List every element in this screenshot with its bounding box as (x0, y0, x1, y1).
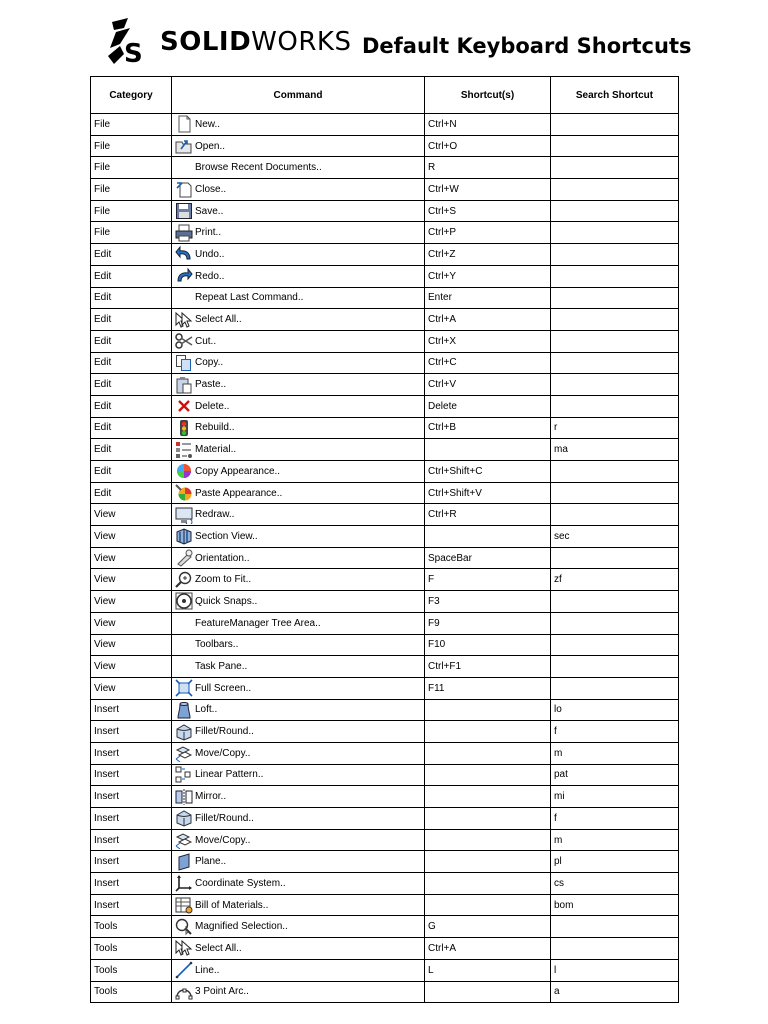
command-cell (172, 612, 425, 634)
table-body (91, 114, 679, 1003)
shortcut-cell: F11 (425, 677, 551, 699)
search-shortcut-cell: ma (551, 439, 679, 461)
category-cell: View (91, 547, 172, 569)
command-cell (172, 330, 425, 352)
command-label: Copy.. (195, 357, 224, 369)
shortcut-cell: SpaceBar (425, 547, 551, 569)
search-shortcut-cell (551, 222, 679, 244)
shortcut-cell: G (425, 916, 551, 938)
category-cell: View (91, 612, 172, 634)
category-cell: Edit (91, 309, 172, 331)
shortcut-cell: Ctrl+X (425, 330, 551, 352)
material-list-icon (175, 441, 193, 459)
command-cell (172, 547, 425, 569)
command-label: Close.. (195, 183, 227, 195)
shortcut-cell: F (425, 569, 551, 591)
category-cell: File (91, 114, 172, 136)
open-folder-icon (175, 137, 193, 155)
select-all-icon (175, 311, 193, 329)
command-label: Select All.. (195, 942, 242, 954)
search-shortcut-cell (551, 157, 679, 179)
command-cell (172, 200, 425, 222)
command-label: Linear Pattern.. (195, 769, 264, 781)
shortcut-cell: Ctrl+O (425, 135, 551, 157)
search-shortcut-cell (551, 916, 679, 938)
category-cell: Edit (91, 330, 172, 352)
command-label: Magnified Selection.. (195, 921, 288, 933)
shortcut-cell (425, 721, 551, 743)
table-row (91, 656, 679, 678)
category-cell: Insert (91, 851, 172, 873)
shortcut-cell: Ctrl+A (425, 938, 551, 960)
shortcut-cell (425, 851, 551, 873)
command-cell (172, 829, 425, 851)
command-label: Fillet/Round.. (195, 726, 254, 738)
fillet-icon (175, 723, 193, 741)
category-cell: Insert (91, 894, 172, 916)
command-cell (172, 179, 425, 201)
search-shortcut-cell: sec (551, 526, 679, 548)
table-row (91, 721, 679, 743)
command-cell (172, 959, 425, 981)
table-row (91, 634, 679, 656)
category-cell: Insert (91, 742, 172, 764)
command-label: Save.. (195, 205, 224, 217)
shortcut-cell (425, 764, 551, 786)
search-shortcut-cell (551, 547, 679, 569)
search-shortcut-cell (551, 200, 679, 222)
command-cell (172, 352, 425, 374)
search-shortcut-cell (551, 374, 679, 396)
category-cell: Insert (91, 764, 172, 786)
table-row (91, 287, 679, 309)
search-shortcut-cell (551, 179, 679, 201)
shortcut-cell (425, 894, 551, 916)
shortcut-cell (425, 742, 551, 764)
command-label: Loft.. (195, 704, 218, 716)
table-row (91, 352, 679, 374)
category-cell: View (91, 504, 172, 526)
command-cell (172, 656, 425, 678)
table-row (91, 482, 679, 504)
category-cell: Edit (91, 461, 172, 483)
category-cell: Edit (91, 352, 172, 374)
command-label: Mirror.. (195, 791, 227, 803)
command-label: Repeat Last Command.. (195, 292, 304, 304)
search-shortcut-cell: pat (551, 764, 679, 786)
shortcut-cell: Ctrl+Y (425, 265, 551, 287)
table-row (91, 591, 679, 613)
table-row (91, 395, 679, 417)
shortcut-cell: Ctrl+Shift+V (425, 482, 551, 504)
shortcut-cell (425, 786, 551, 808)
table-row (91, 244, 679, 266)
command-cell (172, 526, 425, 548)
command-cell (172, 114, 425, 136)
shortcut-cell: Ctrl+W (425, 179, 551, 201)
table-row (91, 135, 679, 157)
command-cell (172, 157, 425, 179)
category-cell: Tools (91, 981, 172, 1003)
table-row (91, 808, 679, 830)
command-cell (172, 873, 425, 895)
search-shortcut-cell (551, 656, 679, 678)
category-cell: File (91, 135, 172, 157)
select-all-icon (175, 939, 193, 957)
command-cell (172, 894, 425, 916)
search-shortcut-cell (551, 135, 679, 157)
category-cell: Insert (91, 699, 172, 721)
table-row (91, 157, 679, 179)
category-cell: Edit (91, 244, 172, 266)
shortcut-cell: Ctrl+N (425, 114, 551, 136)
table-row (91, 265, 679, 287)
shortcut-cell: R (425, 157, 551, 179)
table-row (91, 894, 679, 916)
command-label: Quick Snaps.. (195, 595, 258, 607)
command-label: Open.. (195, 140, 226, 152)
bill-of-materials-icon (175, 896, 193, 914)
table-row (91, 764, 679, 786)
search-shortcut-cell: f (551, 721, 679, 743)
table-row (91, 504, 679, 526)
command-cell (172, 786, 425, 808)
table-header-row (91, 77, 679, 114)
command-cell (172, 591, 425, 613)
command-cell (172, 504, 425, 526)
shortcut-cell: Ctrl+Shift+C (425, 461, 551, 483)
column-header-search-shortcut: Search Shortcut (551, 77, 679, 114)
category-cell: View (91, 526, 172, 548)
search-shortcut-cell: r (551, 417, 679, 439)
shortcut-cell: Ctrl+V (425, 374, 551, 396)
plane-icon (175, 853, 193, 871)
search-shortcut-cell: mi (551, 786, 679, 808)
3ds-logo-mark (106, 16, 154, 68)
shortcuts-table (90, 76, 679, 1003)
command-label: Undo.. (195, 248, 225, 260)
category-cell: Edit (91, 395, 172, 417)
search-shortcut-cell: a (551, 981, 679, 1003)
command-label: Cut.. (195, 335, 217, 347)
command-cell (172, 721, 425, 743)
search-shortcut-cell: l (551, 959, 679, 981)
shortcut-cell (425, 873, 551, 895)
command-cell (172, 222, 425, 244)
search-shortcut-cell: m (551, 829, 679, 851)
command-label: Fillet/Round.. (195, 812, 254, 824)
command-cell (172, 938, 425, 960)
command-label: Plane.. (195, 856, 227, 868)
category-cell: View (91, 634, 172, 656)
command-cell (172, 634, 425, 656)
shortcut-cell: Ctrl+B (425, 417, 551, 439)
search-shortcut-cell (551, 287, 679, 309)
shortcut-cell: Ctrl+A (425, 309, 551, 331)
command-cell (172, 265, 425, 287)
command-cell (172, 916, 425, 938)
category-cell: Insert (91, 721, 172, 743)
scissors-icon (175, 332, 193, 350)
shortcut-cell: Ctrl+F1 (425, 656, 551, 678)
command-cell (172, 287, 425, 309)
search-shortcut-cell (551, 265, 679, 287)
search-shortcut-cell (551, 612, 679, 634)
command-cell (172, 461, 425, 483)
column-header-command: Command (172, 77, 425, 114)
category-cell: Edit (91, 265, 172, 287)
shortcut-cell (425, 699, 551, 721)
command-label: Move/Copy.. (195, 747, 251, 759)
command-cell (172, 374, 425, 396)
command-cell (172, 851, 425, 873)
zoom-fit-icon (175, 571, 193, 589)
category-cell: View (91, 677, 172, 699)
command-label: Task Pane.. (195, 661, 248, 673)
table-row (91, 526, 679, 548)
table-row (91, 200, 679, 222)
shortcut-cell: F10 (425, 634, 551, 656)
category-cell: File (91, 179, 172, 201)
table-row (91, 981, 679, 1003)
command-label: Copy Appearance.. (195, 465, 281, 477)
shortcut-cell (425, 981, 551, 1003)
command-label: Redraw.. (195, 509, 235, 521)
shortcut-cell: F9 (425, 612, 551, 634)
command-cell (172, 677, 425, 699)
command-cell (172, 309, 425, 331)
category-cell: Insert (91, 829, 172, 851)
table-row (91, 742, 679, 764)
search-shortcut-cell (551, 244, 679, 266)
search-shortcut-cell: f (551, 808, 679, 830)
category-cell: Edit (91, 439, 172, 461)
search-shortcut-cell (551, 591, 679, 613)
command-cell (172, 244, 425, 266)
coordinate-system-icon (175, 874, 193, 892)
search-shortcut-cell (551, 309, 679, 331)
redo-arrow-icon (175, 267, 193, 285)
redraw-screen-icon (175, 506, 193, 524)
category-cell: Insert (91, 786, 172, 808)
command-label: Paste Appearance.. (195, 487, 283, 499)
command-cell (172, 981, 425, 1003)
table-row (91, 461, 679, 483)
table-row (91, 179, 679, 201)
search-shortcut-cell: m (551, 742, 679, 764)
category-cell: Tools (91, 938, 172, 960)
solidworks-logo (106, 16, 351, 68)
command-label: Print.. (195, 227, 222, 239)
category-cell: Edit (91, 482, 172, 504)
shortcut-cell: Ctrl+C (425, 352, 551, 374)
rebuild-traffic-light-icon (175, 419, 193, 437)
command-label: Section View.. (195, 530, 258, 542)
copy-pages-icon (175, 354, 193, 372)
category-cell: Edit (91, 417, 172, 439)
page-header (0, 0, 768, 76)
mirror-icon (175, 788, 193, 806)
section-view-icon (175, 527, 193, 545)
search-shortcut-cell (551, 330, 679, 352)
category-cell: Edit (91, 374, 172, 396)
shortcut-cell (425, 829, 551, 851)
close-document-icon (175, 180, 193, 198)
command-cell (172, 395, 425, 417)
table-row (91, 222, 679, 244)
search-shortcut-cell (551, 461, 679, 483)
move-copy-icon (175, 831, 193, 849)
loft-icon (175, 701, 193, 719)
search-shortcut-cell: zf (551, 569, 679, 591)
command-label: 3 Point Arc.. (195, 986, 249, 998)
document-title: Default Keyboard Shortcuts (362, 34, 692, 58)
command-cell (172, 569, 425, 591)
paint-sphere-icon (175, 484, 193, 502)
command-cell (172, 439, 425, 461)
column-header-shortcuts: Shortcut(s) (425, 77, 551, 114)
search-shortcut-cell (551, 114, 679, 136)
shortcut-cell: Ctrl+S (425, 200, 551, 222)
table-row (91, 612, 679, 634)
table-row (91, 938, 679, 960)
table-row (91, 309, 679, 331)
search-shortcut-cell: cs (551, 873, 679, 895)
command-label: Zoom to Fit.. (195, 574, 252, 586)
search-shortcut-cell (551, 482, 679, 504)
category-cell: View (91, 591, 172, 613)
shortcut-cell (425, 439, 551, 461)
table-row (91, 873, 679, 895)
search-shortcut-cell (551, 677, 679, 699)
category-cell: Tools (91, 916, 172, 938)
shortcut-cell (425, 808, 551, 830)
magnified-selection-icon (175, 918, 193, 936)
command-cell (172, 742, 425, 764)
command-cell (172, 135, 425, 157)
color-sphere-icon (175, 462, 193, 480)
column-header-category: Category (91, 77, 172, 114)
table-row (91, 829, 679, 851)
search-shortcut-cell (551, 634, 679, 656)
table-row (91, 330, 679, 352)
category-cell: View (91, 656, 172, 678)
search-shortcut-cell (551, 352, 679, 374)
shortcut-cell: L (425, 959, 551, 981)
command-cell (172, 482, 425, 504)
command-cell (172, 764, 425, 786)
command-label: Line.. (195, 964, 220, 976)
command-label: Select All.. (195, 314, 242, 326)
search-shortcut-cell (551, 504, 679, 526)
command-label: Orientation.. (195, 552, 250, 564)
full-screen-icon (175, 679, 193, 697)
table-row (91, 114, 679, 136)
category-cell: File (91, 222, 172, 244)
linear-pattern-icon (175, 766, 193, 784)
category-cell: File (91, 157, 172, 179)
shortcut-cell (425, 526, 551, 548)
table-row (91, 439, 679, 461)
command-label: Move/Copy.. (195, 834, 251, 846)
search-shortcut-cell (551, 395, 679, 417)
category-cell: File (91, 200, 172, 222)
command-label: Bill of Materials.. (195, 899, 269, 911)
search-shortcut-cell: pl (551, 851, 679, 873)
command-label: Full Screen.. (195, 682, 252, 694)
category-cell: Insert (91, 873, 172, 895)
table-row (91, 374, 679, 396)
delete-x-icon (175, 397, 193, 415)
shortcut-cell: F3 (425, 591, 551, 613)
shortcut-cell: Delete (425, 395, 551, 417)
fillet-icon (175, 809, 193, 827)
command-cell (172, 699, 425, 721)
command-cell (172, 808, 425, 830)
table-row (91, 547, 679, 569)
orientation-icon (175, 549, 193, 567)
printer-icon (175, 224, 193, 242)
command-label: Redo.. (195, 270, 225, 282)
line-icon (175, 961, 193, 979)
shortcut-cell: Ctrl+Z (425, 244, 551, 266)
table-row (91, 916, 679, 938)
paste-clipboard-icon (175, 376, 193, 394)
table-row (91, 417, 679, 439)
table-row (91, 677, 679, 699)
shortcut-cell: Enter (425, 287, 551, 309)
save-disk-icon (175, 202, 193, 220)
table-row (91, 959, 679, 981)
svg-text:S: S (124, 39, 143, 68)
category-cell: Edit (91, 287, 172, 309)
command-label: Material.. (195, 444, 237, 456)
command-label: Rebuild.. (195, 422, 235, 434)
category-cell: Insert (91, 808, 172, 830)
search-shortcut-cell: lo (551, 699, 679, 721)
command-label: Paste.. (195, 379, 227, 391)
search-shortcut-cell (551, 938, 679, 960)
table-row (91, 699, 679, 721)
brand-name-bold: SOLID (160, 27, 252, 57)
category-cell: Tools (91, 959, 172, 981)
command-label: Toolbars.. (195, 639, 239, 651)
move-copy-icon (175, 744, 193, 762)
command-label: Delete.. (195, 400, 230, 412)
table-row (91, 786, 679, 808)
shortcut-cell: Ctrl+P (425, 222, 551, 244)
command-label: FeatureManager Tree Area.. (195, 617, 321, 629)
quick-snaps-icon (175, 592, 193, 610)
command-cell (172, 417, 425, 439)
category-cell: View (91, 569, 172, 591)
brand-name-light: WORKS (251, 27, 352, 57)
shortcut-cell: Ctrl+R (425, 504, 551, 526)
table-row (91, 569, 679, 591)
table-row (91, 851, 679, 873)
command-label: Browse Recent Documents.. (195, 162, 322, 174)
undo-arrow-icon (175, 245, 193, 263)
search-shortcut-cell: bom (551, 894, 679, 916)
command-label: Coordinate System.. (195, 877, 286, 889)
new-document-icon (175, 115, 193, 133)
command-label: New.. (195, 118, 221, 130)
three-point-arc-icon (175, 983, 193, 1001)
